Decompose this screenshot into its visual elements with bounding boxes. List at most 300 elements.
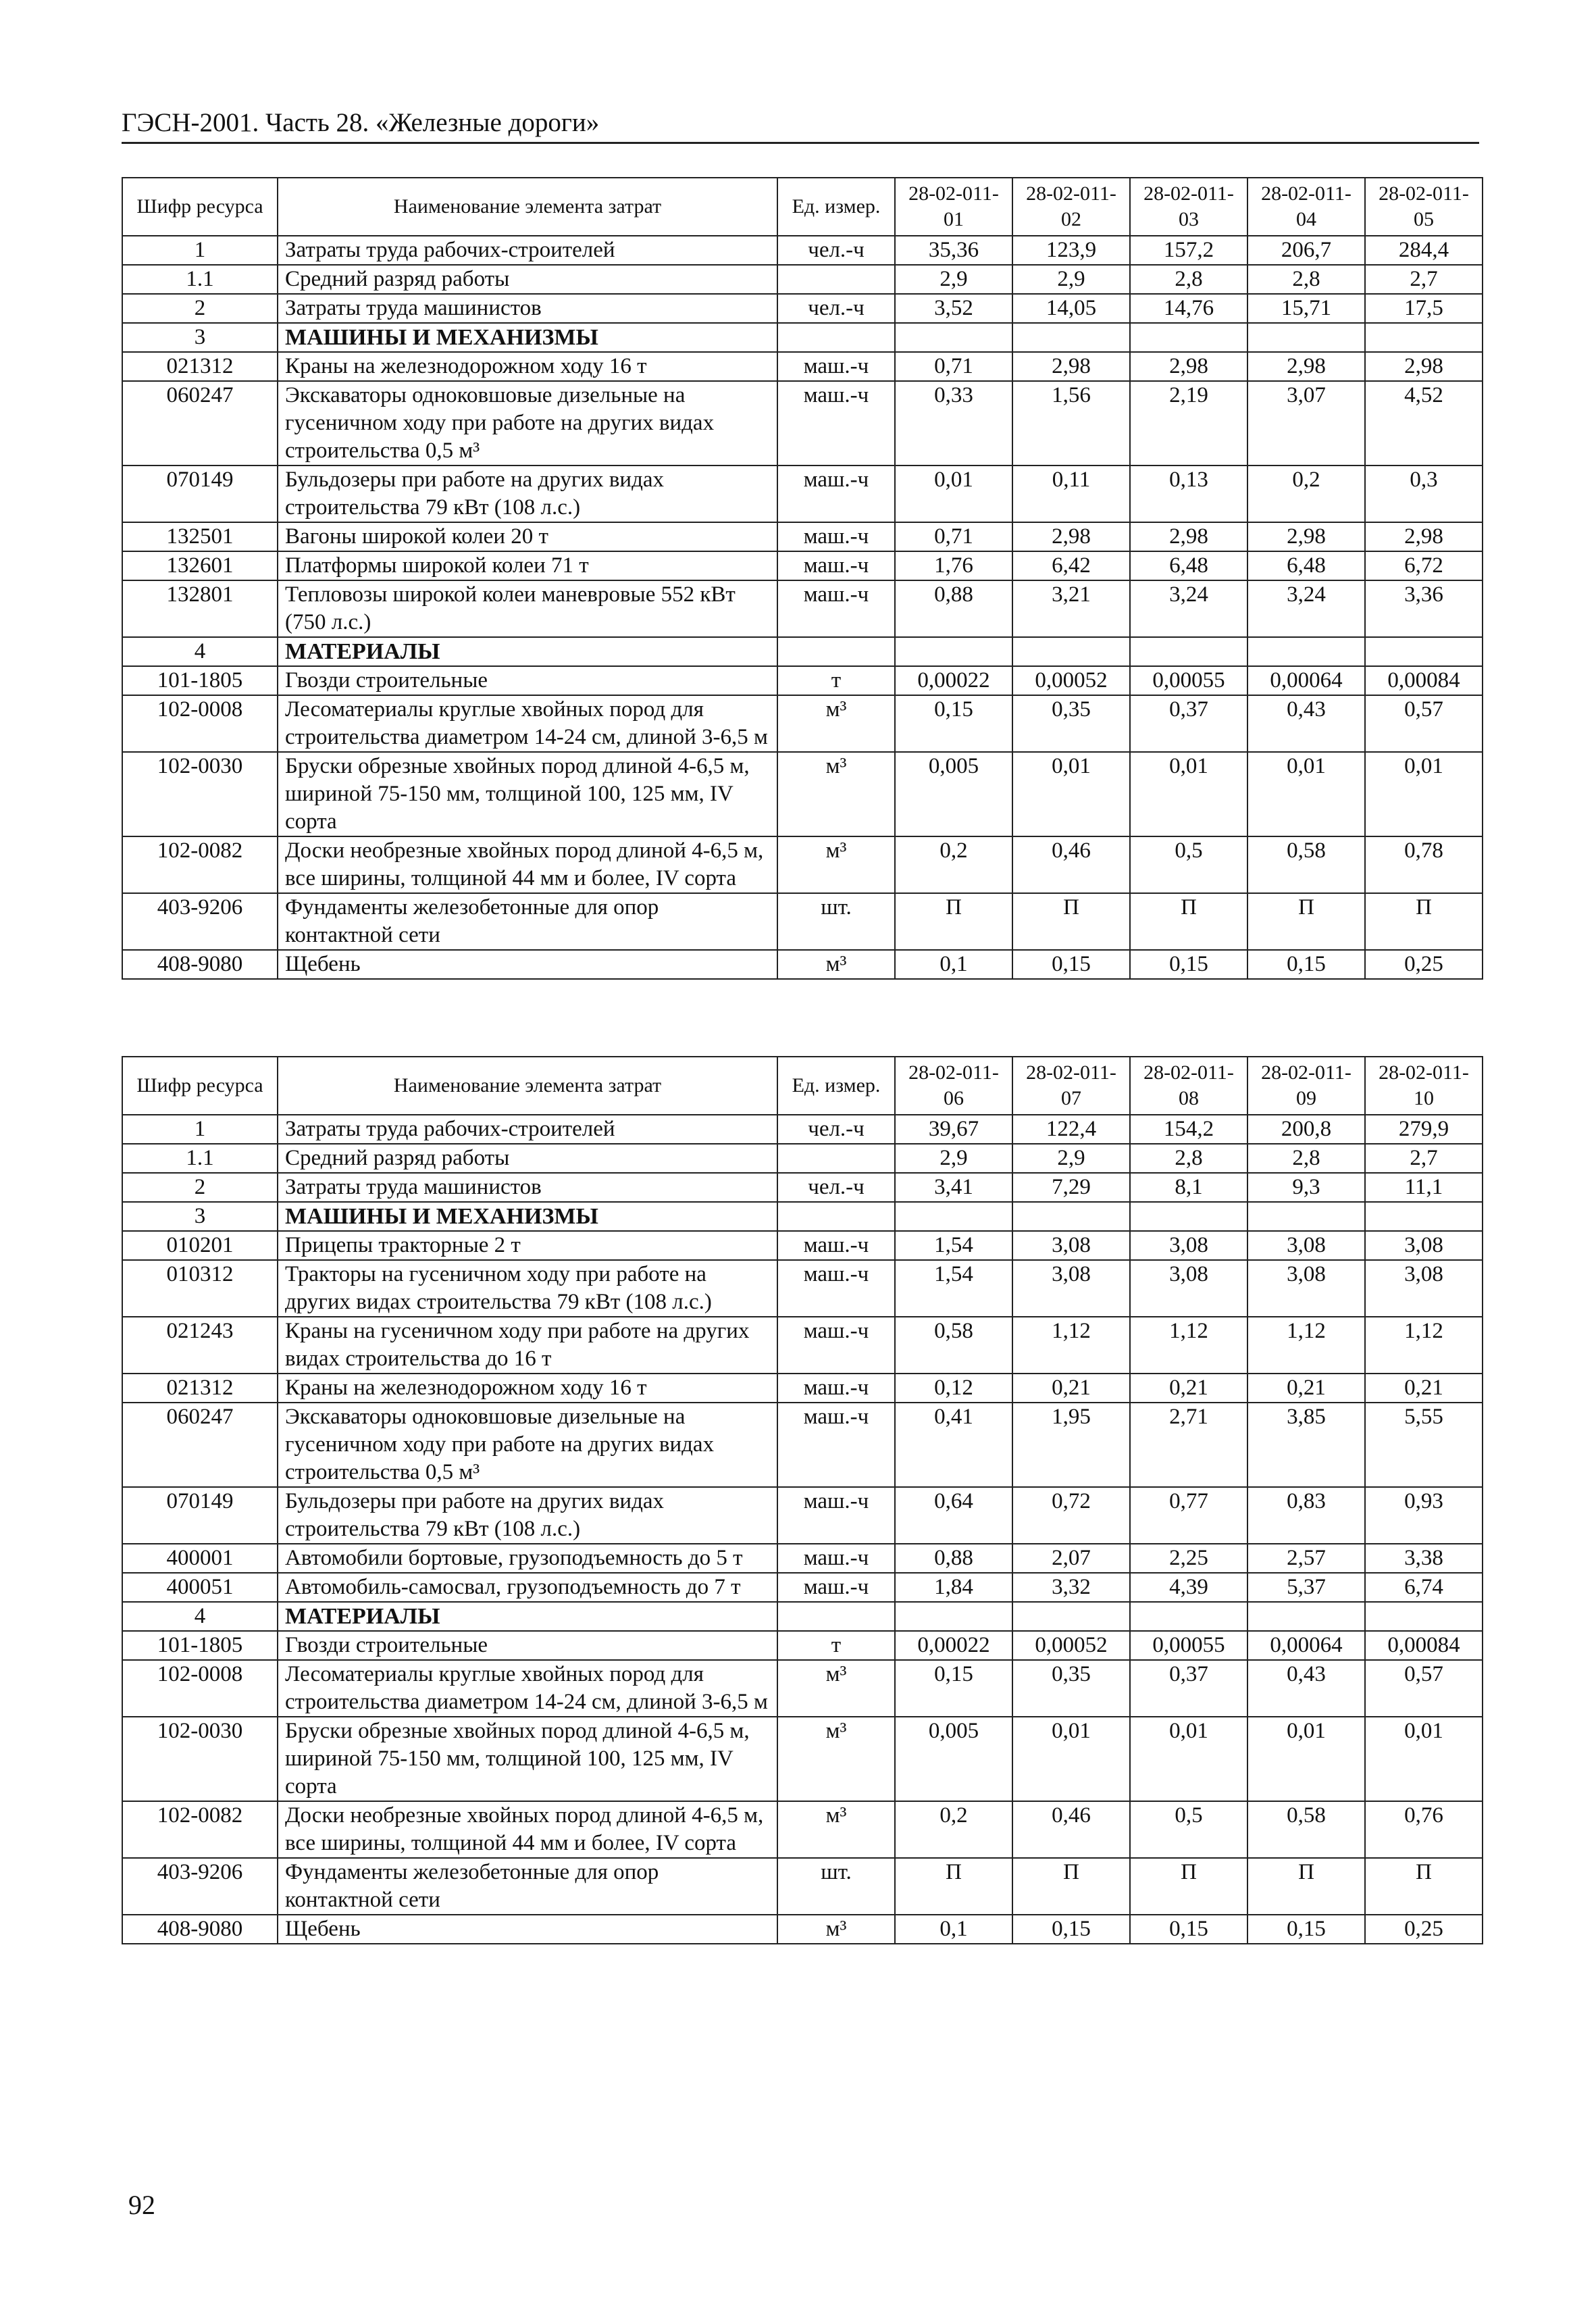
value-cell: 0,00022 — [895, 666, 1012, 695]
table-header-row — [122, 178, 1483, 236]
unit-cell: т — [777, 666, 895, 695]
value-cell: 0,2 — [895, 836, 1012, 893]
cost-element-name: Тепловозы широкой колеи маневровые 552 кВт (750 л.с.) — [278, 580, 777, 637]
value-cell: 5,55 — [1365, 1403, 1483, 1487]
header-name: Наименование элемента затрат — [278, 178, 777, 236]
value-cell: 11,1 — [1365, 1173, 1483, 1202]
value-cell — [895, 1202, 1012, 1231]
unit-cell: м³ — [777, 752, 895, 836]
unit-cell: м³ — [777, 1717, 895, 1801]
value-cell: 17,5 — [1365, 294, 1483, 323]
unit-cell — [777, 323, 895, 352]
value-cell: 0,15 — [1012, 950, 1130, 979]
value-cell: 0,21 — [1012, 1374, 1130, 1403]
resource-code: 403-9206 — [122, 1858, 278, 1915]
value-cell: 2,9 — [895, 265, 1012, 294]
value-cell: 0,01 — [1012, 752, 1130, 836]
value-cell: 3,08 — [1012, 1231, 1130, 1260]
value-cell — [1247, 323, 1365, 352]
value-cell: 15,71 — [1247, 294, 1365, 323]
resource-code: 2 — [122, 1173, 278, 1202]
section-row — [122, 1202, 1483, 1231]
value-cell: 0,00022 — [895, 1631, 1012, 1660]
cost-element-name: Средний разряд работы — [278, 1144, 777, 1173]
value-cell: 2,98 — [1365, 352, 1483, 381]
table-row — [122, 752, 1483, 836]
value-cell: 0,71 — [895, 522, 1012, 551]
value-cell: 2,98 — [1012, 352, 1130, 381]
value-cell: 0,01 — [1247, 1717, 1365, 1801]
resource-code: 403-9206 — [122, 893, 278, 950]
value-cell: 0,2 — [1247, 466, 1365, 522]
resource-code: 408-9080 — [122, 1915, 278, 1944]
value-cell: 0,25 — [1365, 950, 1483, 979]
value-cell: 2,07 — [1012, 1544, 1130, 1573]
value-cell: 3,36 — [1365, 580, 1483, 637]
resource-code: 132501 — [122, 522, 278, 551]
section-row — [122, 323, 1483, 352]
table-row — [122, 1573, 1483, 1602]
resource-code: 132801 — [122, 580, 278, 637]
cost-element-name: Автомобиль-самосвал, грузоподъемность до 7 т — [278, 1573, 777, 1602]
value-cell: 1,54 — [895, 1231, 1012, 1260]
cost-element-name: Доски необрезные хвойных пород длиной 4-6,5 м, все ширины, толщиной 44 мм и более, IV сорта — [278, 836, 777, 893]
resource-code: 010312 — [122, 1260, 278, 1317]
value-cell: 0,64 — [895, 1487, 1012, 1544]
value-cell — [895, 323, 1012, 352]
value-cell: 0,01 — [1365, 752, 1483, 836]
resource-code: 102-0082 — [122, 836, 278, 893]
value-cell — [895, 637, 1012, 666]
resource-code: 102-0008 — [122, 695, 278, 752]
resource-code: 102-0008 — [122, 1660, 278, 1717]
cost-element-name: Бульдозеры при работе на других видах строительства 79 кВт (108 л.с.) — [278, 1487, 777, 1544]
value-cell: 0,15 — [1247, 1915, 1365, 1944]
table-row — [122, 1717, 1483, 1801]
table-row — [122, 1915, 1483, 1944]
table-row — [122, 1631, 1483, 1660]
value-cell: 3,38 — [1365, 1544, 1483, 1573]
header-col: 28-02-011-08 — [1130, 1057, 1247, 1115]
value-cell: 0,41 — [895, 1403, 1012, 1487]
value-cell: 0,43 — [1247, 695, 1365, 752]
section-row — [122, 1602, 1483, 1631]
value-cell: 0,46 — [1012, 836, 1130, 893]
table-row — [122, 950, 1483, 979]
value-cell: 2,25 — [1130, 1544, 1247, 1573]
value-cell: 1,84 — [895, 1573, 1012, 1602]
table-row — [122, 1317, 1483, 1374]
value-cell: 7,29 — [1012, 1173, 1130, 1202]
value-cell: 1,12 — [1012, 1317, 1130, 1374]
resource-code: 1 — [122, 236, 278, 265]
value-cell: 0,15 — [895, 1660, 1012, 1717]
value-cell: 3,41 — [895, 1173, 1012, 1202]
cost-element-name: Затраты труда машинистов — [278, 1173, 777, 1202]
resource-code: 060247 — [122, 381, 278, 466]
value-cell: 2,8 — [1130, 1144, 1247, 1173]
value-cell: 279,9 — [1365, 1115, 1483, 1144]
resource-code: 021312 — [122, 1374, 278, 1403]
cost-element-name: Затраты труда рабочих-строителей — [278, 236, 777, 265]
resource-code: 408-9080 — [122, 950, 278, 979]
resource-code: 4 — [122, 637, 278, 666]
cost-element-name: Средний разряд работы — [278, 265, 777, 294]
header-name: Наименование элемента затрат — [278, 1057, 777, 1115]
value-cell — [1012, 323, 1130, 352]
value-cell: 0,01 — [1365, 1717, 1483, 1801]
resource-code: 021312 — [122, 352, 278, 381]
resource-code: 400001 — [122, 1544, 278, 1573]
value-cell: 122,4 — [1012, 1115, 1130, 1144]
value-cell: 0,12 — [895, 1374, 1012, 1403]
cost-element-name: Вагоны широкой колеи 20 т — [278, 522, 777, 551]
value-cell: 8,1 — [1130, 1173, 1247, 1202]
value-cell: 3,08 — [1247, 1231, 1365, 1260]
value-cell: 0,11 — [1012, 466, 1130, 522]
norms-table-1 — [122, 177, 1483, 980]
unit-cell: маш.-ч — [777, 466, 895, 522]
value-cell — [1130, 1202, 1247, 1231]
value-cell: 0,21 — [1130, 1374, 1247, 1403]
unit-cell: м³ — [777, 836, 895, 893]
resource-code: 060247 — [122, 1403, 278, 1487]
table-row — [122, 1858, 1483, 1915]
value-cell — [1130, 1602, 1247, 1631]
value-cell: 157,2 — [1130, 236, 1247, 265]
value-cell: 0,15 — [1130, 1915, 1247, 1944]
value-cell — [1365, 323, 1483, 352]
table-row — [122, 1487, 1483, 1544]
unit-cell: маш.-ч — [777, 580, 895, 637]
unit-cell: маш.-ч — [777, 1317, 895, 1374]
value-cell — [1130, 323, 1247, 352]
value-cell: П — [1012, 1858, 1130, 1915]
value-cell: 0,21 — [1365, 1374, 1483, 1403]
resource-code: 3 — [122, 1202, 278, 1231]
value-cell: 3,21 — [1012, 580, 1130, 637]
value-cell: 35,36 — [895, 236, 1012, 265]
table-row — [122, 1374, 1483, 1403]
value-cell: 14,76 — [1130, 294, 1247, 323]
value-cell: 0,1 — [895, 950, 1012, 979]
unit-cell: м³ — [777, 1915, 895, 1944]
value-cell — [1365, 637, 1483, 666]
header-col: 28-02-011-02 — [1012, 178, 1130, 236]
table-row — [122, 381, 1483, 466]
table-row — [122, 893, 1483, 950]
value-cell: 2,98 — [1130, 352, 1247, 381]
value-cell: 1,95 — [1012, 1403, 1130, 1487]
resource-code: 010201 — [122, 1231, 278, 1260]
value-cell: 4,52 — [1365, 381, 1483, 466]
unit-cell: маш.-ч — [777, 1544, 895, 1573]
value-cell: 0,00064 — [1247, 666, 1365, 695]
value-cell: 2,8 — [1247, 265, 1365, 294]
value-cell: 0,33 — [895, 381, 1012, 466]
value-cell: 1,56 — [1012, 381, 1130, 466]
resource-code: 102-0082 — [122, 1801, 278, 1858]
resource-code: 102-0030 — [122, 752, 278, 836]
value-cell: 2,7 — [1365, 1144, 1483, 1173]
table-header-row — [122, 1057, 1483, 1115]
value-cell: 3,08 — [1130, 1260, 1247, 1317]
unit-cell: маш.-ч — [777, 1374, 895, 1403]
value-cell: 0,5 — [1130, 836, 1247, 893]
table-row — [122, 265, 1483, 294]
value-cell: 0,00064 — [1247, 1631, 1365, 1660]
value-cell: 2,71 — [1130, 1403, 1247, 1487]
unit-cell: шт. — [777, 893, 895, 950]
value-cell: 2,8 — [1130, 265, 1247, 294]
value-cell: 0,46 — [1012, 1801, 1130, 1858]
resource-code: 102-0030 — [122, 1717, 278, 1801]
section-row — [122, 637, 1483, 666]
header-col: 28-02-011-09 — [1247, 1057, 1365, 1115]
value-cell: 0,5 — [1130, 1801, 1247, 1858]
header-col: 28-02-011-07 — [1012, 1057, 1130, 1115]
resource-code: 132601 — [122, 551, 278, 580]
cost-element-name: Тракторы на гусеничном ходу при работе на других видах строительства 79 кВт (108 л.с.) — [278, 1260, 777, 1317]
value-cell: 6,42 — [1012, 551, 1130, 580]
page-number: 92 — [128, 2190, 155, 2220]
header-col: 28-02-011-05 — [1365, 178, 1483, 236]
value-cell: 9,3 — [1247, 1173, 1365, 1202]
table-row — [122, 1801, 1483, 1858]
unit-cell: маш.-ч — [777, 1231, 895, 1260]
value-cell: 0,01 — [1012, 1717, 1130, 1801]
value-cell: 0,00052 — [1012, 1631, 1130, 1660]
cost-element-name: МАТЕРИАЛЫ — [278, 637, 777, 666]
value-cell: 3,08 — [1247, 1260, 1365, 1317]
cost-element-name: Затраты труда машинистов — [278, 294, 777, 323]
cost-element-name: Щебень — [278, 950, 777, 979]
value-cell: 3,08 — [1365, 1231, 1483, 1260]
resource-code: 021243 — [122, 1317, 278, 1374]
value-cell: 2,7 — [1365, 265, 1483, 294]
cost-element-name: Доски необрезные хвойных пород длиной 4-6,5 м, все ширины, толщиной 44 мм и более, IV сорта — [278, 1801, 777, 1858]
table-row — [122, 466, 1483, 522]
cost-element-name: Затраты труда рабочих-строителей — [278, 1115, 777, 1144]
header-code: Шифр ресурса — [122, 1057, 278, 1115]
cost-element-name: Лесоматериалы круглые хвойных пород для строительства диаметром 14-24 см, длиной 3-6,5 м — [278, 695, 777, 752]
unit-cell — [777, 265, 895, 294]
value-cell: 3,08 — [1012, 1260, 1130, 1317]
value-cell: П — [1247, 1858, 1365, 1915]
value-cell: 0,35 — [1012, 695, 1130, 752]
value-cell: 6,74 — [1365, 1573, 1483, 1602]
cost-element-name: Прицепы тракторные 2 т — [278, 1231, 777, 1260]
value-cell: П — [1247, 893, 1365, 950]
value-cell: П — [1012, 893, 1130, 950]
value-cell — [1365, 1602, 1483, 1631]
value-cell: 0,88 — [895, 1544, 1012, 1573]
unit-cell: чел.-ч — [777, 1115, 895, 1144]
page-header: ГЭСН-2001. Часть 28. «Железные дороги» — [122, 107, 1479, 144]
value-cell: 6,72 — [1365, 551, 1483, 580]
value-cell: 0,01 — [1247, 752, 1365, 836]
header-col: 28-02-011-06 — [895, 1057, 1012, 1115]
value-cell: 0,01 — [1130, 752, 1247, 836]
resource-code: 070149 — [122, 466, 278, 522]
table-row — [122, 522, 1483, 551]
value-cell: 2,19 — [1130, 381, 1247, 466]
value-cell: 0,83 — [1247, 1487, 1365, 1544]
table-row — [122, 695, 1483, 752]
value-cell: 5,37 — [1247, 1573, 1365, 1602]
cost-element-name: Краны на железнодорожном ходу 16 т — [278, 352, 777, 381]
value-cell: 0,88 — [895, 580, 1012, 637]
value-cell: 0,57 — [1365, 695, 1483, 752]
value-cell: 2,98 — [1247, 522, 1365, 551]
resource-code: 2 — [122, 294, 278, 323]
value-cell: 0,15 — [1130, 950, 1247, 979]
unit-cell: маш.-ч — [777, 551, 895, 580]
unit-cell: маш.-ч — [777, 1487, 895, 1544]
unit-cell: шт. — [777, 1858, 895, 1915]
cost-element-name: Гвозди строительные — [278, 666, 777, 695]
value-cell: 6,48 — [1247, 551, 1365, 580]
cost-element-name: Фундаменты железобетонные для опор контактной сети — [278, 893, 777, 950]
value-cell: 0,01 — [1130, 1717, 1247, 1801]
table-row — [122, 1260, 1483, 1317]
value-cell: 0,78 — [1365, 836, 1483, 893]
value-cell: 0,37 — [1130, 695, 1247, 752]
value-cell: 154,2 — [1130, 1115, 1247, 1144]
value-cell: 0,00084 — [1365, 666, 1483, 695]
value-cell: 2,8 — [1247, 1144, 1365, 1173]
value-cell — [1012, 637, 1130, 666]
cost-element-name: МАШИНЫ И МЕХАНИЗМЫ — [278, 323, 777, 352]
unit-cell: м³ — [777, 1660, 895, 1717]
table-body — [122, 1115, 1483, 1944]
value-cell: П — [1130, 1858, 1247, 1915]
value-cell: 39,67 — [895, 1115, 1012, 1144]
cost-element-name: МАШИНЫ И МЕХАНИЗМЫ — [278, 1202, 777, 1231]
value-cell: 0,15 — [1247, 950, 1365, 979]
unit-cell: маш.-ч — [777, 522, 895, 551]
value-cell — [1247, 1202, 1365, 1231]
value-cell: 123,9 — [1012, 236, 1130, 265]
value-cell: 0,2 — [895, 1801, 1012, 1858]
value-cell: 0,37 — [1130, 1660, 1247, 1717]
value-cell: 0,01 — [895, 466, 1012, 522]
value-cell: 3,32 — [1012, 1573, 1130, 1602]
cost-element-name: МАТЕРИАЛЫ — [278, 1602, 777, 1631]
value-cell: 0,43 — [1247, 1660, 1365, 1717]
value-cell: 284,4 — [1365, 236, 1483, 265]
value-cell: 0,13 — [1130, 466, 1247, 522]
resource-code: 3 — [122, 323, 278, 352]
header-col: 28-02-011-10 — [1365, 1057, 1483, 1115]
value-cell — [1012, 1202, 1130, 1231]
value-cell: 1,12 — [1365, 1317, 1483, 1374]
norms-table-2 — [122, 1056, 1483, 1944]
value-cell — [895, 1602, 1012, 1631]
unit-cell — [777, 1602, 895, 1631]
unit-cell: маш.-ч — [777, 1260, 895, 1317]
unit-cell — [777, 1202, 895, 1231]
table-row — [122, 236, 1483, 265]
cost-element-name: Экскаваторы одноковшовые дизельные на гусеничном ходу при работе на других видах строительства 0,5 м³ — [278, 381, 777, 466]
table-row — [122, 1544, 1483, 1573]
resource-code: 101-1805 — [122, 1631, 278, 1660]
value-cell: П — [1365, 1858, 1483, 1915]
value-cell: 1,12 — [1247, 1317, 1365, 1374]
cost-element-name: Гвозди строительные — [278, 1631, 777, 1660]
unit-cell: маш.-ч — [777, 1403, 895, 1487]
resource-code: 070149 — [122, 1487, 278, 1544]
unit-cell — [777, 637, 895, 666]
value-cell: 0,25 — [1365, 1915, 1483, 1944]
cost-element-name: Краны на гусеничном ходу при работе на других видах строительства до 16 т — [278, 1317, 777, 1374]
unit-cell: чел.-ч — [777, 236, 895, 265]
cost-element-name: Лесоматериалы круглые хвойных пород для строительства диаметром 14-24 см, длиной 3-6,5 м — [278, 1660, 777, 1717]
header-col: 28-02-011-01 — [895, 178, 1012, 236]
value-cell — [1365, 1202, 1483, 1231]
value-cell: 0,00055 — [1130, 666, 1247, 695]
header-unit: Ед. измер. — [777, 1057, 895, 1115]
unit-cell: чел.-ч — [777, 1173, 895, 1202]
value-cell: 0,3 — [1365, 466, 1483, 522]
value-cell: 0,57 — [1365, 1660, 1483, 1717]
cost-element-name: Краны на железнодорожном ходу 16 т — [278, 1374, 777, 1403]
cost-element-name: Фундаменты железобетонные для опор контактной сети — [278, 1858, 777, 1915]
cost-element-name: Бруски обрезные хвойных пород длиной 4-6,5 м, шириной 75-150 мм, толщиной 100, 125 мм, IV сорта — [278, 752, 777, 836]
value-cell: 0,76 — [1365, 1801, 1483, 1858]
value-cell: 0,00084 — [1365, 1631, 1483, 1660]
header-code: Шифр ресурса — [122, 178, 278, 236]
value-cell: 1,54 — [895, 1260, 1012, 1317]
unit-cell: м³ — [777, 695, 895, 752]
value-cell: 2,98 — [1247, 352, 1365, 381]
value-cell: 2,9 — [895, 1144, 1012, 1173]
value-cell: 0,1 — [895, 1915, 1012, 1944]
header-unit: Ед. измер. — [777, 178, 895, 236]
table-row — [122, 551, 1483, 580]
table-row — [122, 666, 1483, 695]
value-cell — [1130, 637, 1247, 666]
value-cell: 0,58 — [1247, 1801, 1365, 1858]
unit-cell: т — [777, 1631, 895, 1660]
value-cell: 0,58 — [1247, 836, 1365, 893]
unit-cell: м³ — [777, 1801, 895, 1858]
cost-element-name: Бруски обрезные хвойных пород длиной 4-6,5 м, шириной 75-150 мм, толщиной 100, 125 мм, IV сорта — [278, 1717, 777, 1801]
value-cell — [1247, 637, 1365, 666]
cost-element-name: Платформы широкой колеи 71 т — [278, 551, 777, 580]
value-cell: П — [1130, 893, 1247, 950]
value-cell: 3,85 — [1247, 1403, 1365, 1487]
table-row — [122, 1231, 1483, 1260]
value-cell: 3,07 — [1247, 381, 1365, 466]
unit-cell: маш.-ч — [777, 1573, 895, 1602]
value-cell: 4,39 — [1130, 1573, 1247, 1602]
value-cell: 200,8 — [1247, 1115, 1365, 1144]
value-cell: 2,98 — [1130, 522, 1247, 551]
unit-cell: маш.-ч — [777, 381, 895, 466]
table-row — [122, 836, 1483, 893]
value-cell: П — [895, 1858, 1012, 1915]
value-cell: 0,71 — [895, 352, 1012, 381]
value-cell: 6,48 — [1130, 551, 1247, 580]
value-cell: 0,93 — [1365, 1487, 1483, 1544]
table-row — [122, 1115, 1483, 1144]
cost-element-name: Бульдозеры при работе на других видах строительства 79 кВт (108 л.с.) — [278, 466, 777, 522]
value-cell: 0,21 — [1247, 1374, 1365, 1403]
value-cell: 3,24 — [1247, 580, 1365, 637]
resource-code: 1 — [122, 1115, 278, 1144]
value-cell: П — [1365, 893, 1483, 950]
